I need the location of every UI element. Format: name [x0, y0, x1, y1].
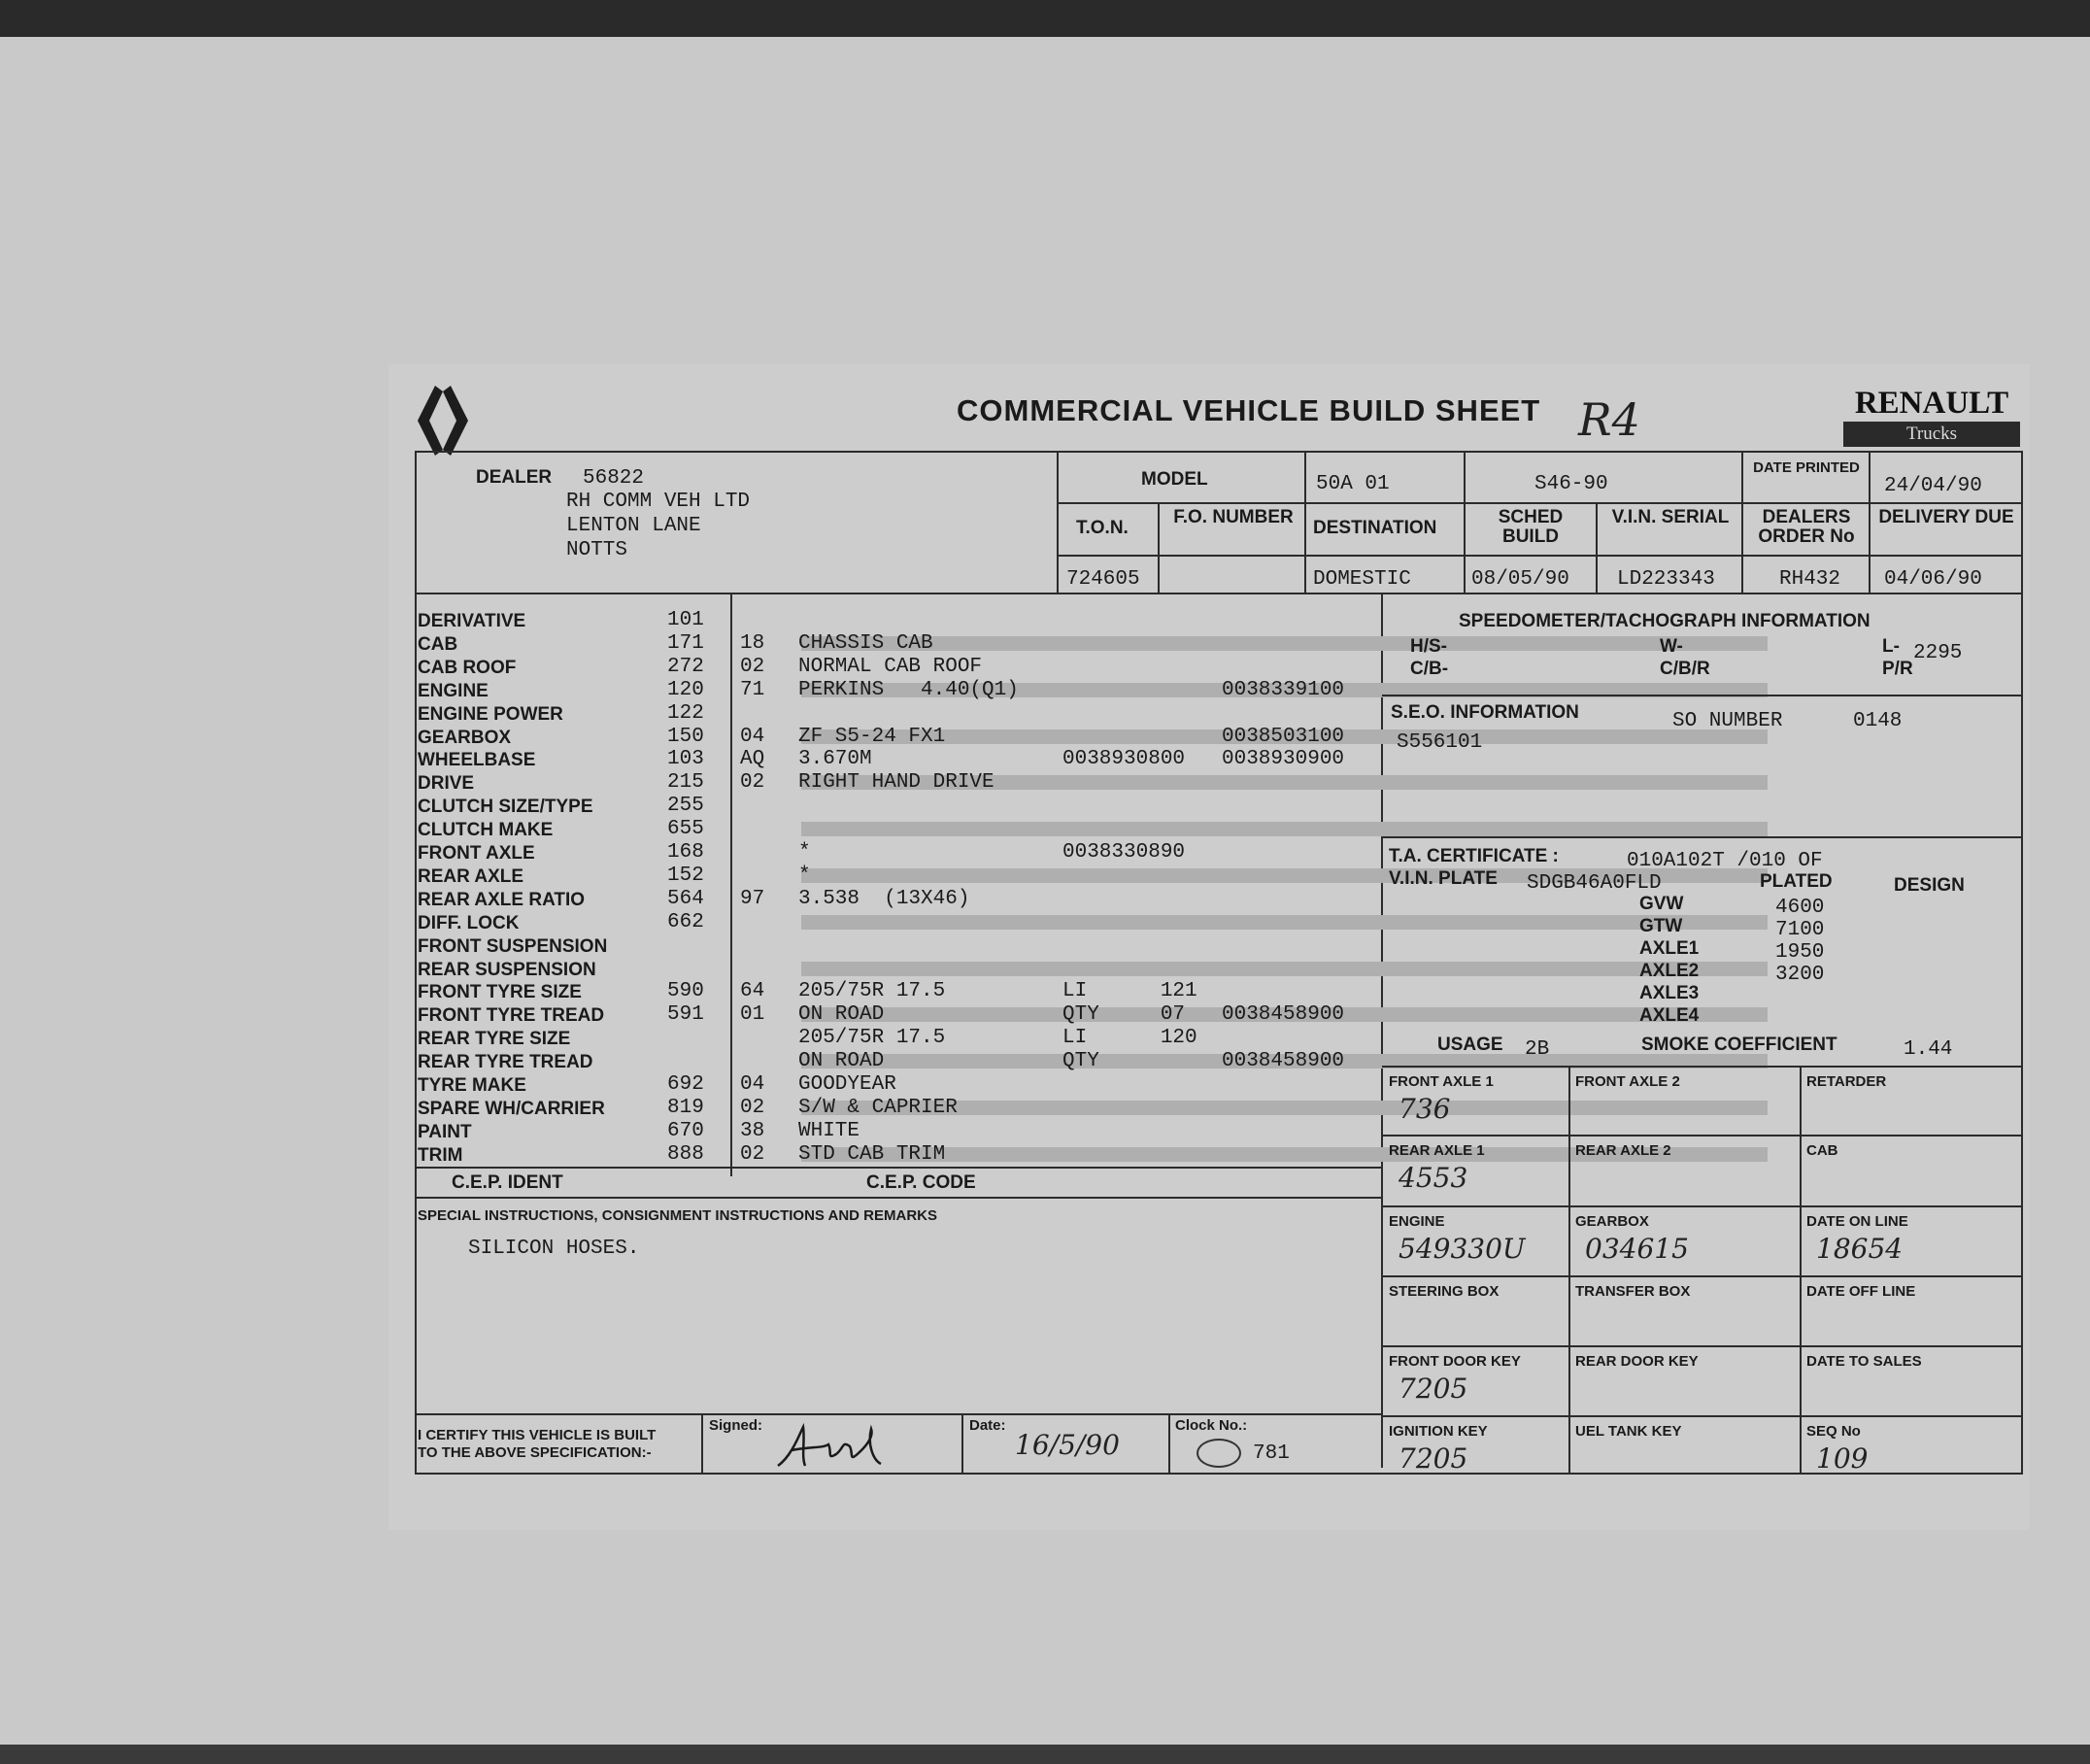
spec-description: STD CAB TRIM — [798, 1143, 946, 1166]
spec-code: 120 — [667, 679, 704, 701]
box-value: 4553 — [1399, 1162, 1468, 1194]
spec-code: 655 — [667, 818, 704, 840]
spec-description: 3.538 (13X46) — [798, 888, 970, 910]
spec-label: REAR TYRE SIZE — [418, 1029, 571, 1049]
box-label: REAR AXLE 2 — [1575, 1142, 1671, 1159]
spec-part-number: 0038458900 — [1222, 1050, 1345, 1072]
box-label: SEQ No — [1806, 1423, 1861, 1440]
seo-value: S556101 — [1397, 731, 1483, 754]
speedo-bottom-line — [1382, 695, 2023, 696]
top-table-divider — [1158, 502, 1160, 594]
weight-label: AXLE2 — [1639, 961, 1700, 981]
delivery-due-value: 04/06/90 — [1884, 568, 1982, 591]
spec-option: 18 — [740, 632, 765, 655]
spec-code: 255 — [667, 795, 704, 817]
dealers-order-value: RH432 — [1779, 568, 1841, 591]
date-signed-value: 16/5/90 — [1015, 1429, 1120, 1461]
top-table-row-line — [1057, 502, 2023, 504]
signed-label: Signed: — [709, 1417, 762, 1434]
sched-build-label: SCHED BUILD — [1498, 507, 1564, 547]
weight-value: 3200 — [1775, 964, 1825, 986]
model-label: MODEL — [1141, 469, 1208, 490]
box-grid-line — [1382, 1275, 2023, 1277]
spec-code: 272 — [667, 656, 704, 678]
remarks-label: SPECIAL INSTRUCTIONS, CONSIGNMENT INSTRUCTIONS AND REMARKS — [418, 1207, 938, 1224]
ton-label: T.O.N. — [1076, 518, 1129, 538]
spec-option: 02 — [740, 656, 765, 678]
cep-ident-label: C.E.P. IDENT — [452, 1172, 563, 1193]
weight-label: GVW — [1639, 894, 1684, 914]
certify-divider — [961, 1413, 963, 1474]
so-number-value: 0148 — [1853, 710, 1903, 732]
weight-value: 1950 — [1775, 941, 1825, 964]
signature-scribble — [772, 1421, 908, 1472]
top-table-divider — [1596, 502, 1598, 594]
trucks-banner: Trucks — [1843, 422, 2020, 447]
clock-no-label: Clock No.: — [1175, 1417, 1248, 1434]
spec-label: GEARBOX — [418, 728, 512, 748]
spec-code: 670 — [667, 1120, 704, 1142]
renault-diamond-logo — [414, 382, 472, 459]
spec-description: ON ROAD — [798, 1050, 885, 1072]
dealer-address-2: NOTTS — [566, 539, 628, 561]
spec-description: ZF S5-24 FX1 — [798, 726, 946, 748]
spec-option: 38 — [740, 1120, 765, 1142]
ton-value: 724605 — [1066, 568, 1140, 591]
spec-description: S/W & CAPRIER — [798, 1097, 958, 1119]
weight-label: AXLE1 — [1639, 938, 1700, 959]
ta-certificate-label: T.A. CERTIFICATE : — [1389, 846, 1559, 866]
box-value: 7205 — [1399, 1442, 1468, 1475]
box-label: DATE ON LINE — [1806, 1213, 1908, 1230]
spec-option: 02 — [740, 771, 765, 794]
box-label: DATE TO SALES — [1806, 1353, 1922, 1370]
spec-part-number: 0038930900 — [1222, 748, 1345, 770]
seo-bottom-line — [1382, 836, 2023, 838]
cep-bottom-line — [415, 1197, 1382, 1199]
spec-code: 171 — [667, 632, 704, 655]
spec-description: WHITE — [798, 1120, 860, 1142]
l-value: 2295 — [1913, 642, 1963, 664]
box-label: FRONT DOOR KEY — [1389, 1353, 1521, 1370]
spec-option: AQ — [740, 748, 765, 770]
box-grid-line — [1382, 1135, 2023, 1136]
spec-label: CAB — [418, 634, 458, 655]
vin-plate-label: V.I.N. PLATE — [1389, 868, 1498, 889]
spec-code: 692 — [667, 1073, 704, 1096]
spec-label: REAR SUSPENSION — [418, 960, 596, 980]
top-table-divider — [1464, 451, 1466, 594]
spec-label: FRONT TYRE SIZE — [418, 982, 582, 1002]
certify-divider — [1168, 1413, 1170, 1474]
box-grid-divider — [1568, 1066, 1570, 1474]
form-top-line — [415, 451, 2023, 453]
box-label: IGNITION KEY — [1389, 1423, 1488, 1440]
cb-label: C/B- — [1410, 659, 1449, 679]
spec-code: 101 — [667, 609, 704, 631]
spec-option: 02 — [740, 1143, 765, 1166]
spec-label: TYRE MAKE — [418, 1075, 526, 1096]
spec-description: CHASSIS CAB — [798, 632, 933, 655]
box-label: REAR AXLE 1 — [1389, 1142, 1485, 1159]
ta-certificate-value: 010A102T /010 OF — [1627, 850, 1823, 872]
box-label: RETARDER — [1806, 1073, 1887, 1090]
spec-code: 168 — [667, 841, 704, 864]
weight-value: 7100 — [1775, 919, 1825, 941]
spec-option: 01 — [740, 1003, 765, 1026]
weight-label: GTW — [1639, 916, 1683, 936]
row-shading — [801, 962, 1768, 976]
spec-description: PERKINS 4.40(Q1) — [798, 679, 1019, 701]
box-label: GEARBOX — [1575, 1213, 1649, 1230]
spec-label: CLUTCH MAKE — [418, 820, 554, 840]
top-table-divider — [1741, 451, 1743, 594]
row-shading — [801, 822, 1768, 836]
spec-label: ENGINE — [418, 681, 489, 701]
date-printed-label: DATE PRINTED — [1753, 459, 1860, 476]
spec-description: 3.670M — [798, 748, 872, 770]
spec-option: 04 — [740, 726, 765, 748]
box-label: FRONT AXLE 1 — [1389, 1073, 1494, 1090]
box-value: 549330U — [1399, 1233, 1526, 1265]
spec-description: NORMAL CAB ROOF — [798, 656, 983, 678]
sched-build-value: 08/05/90 — [1471, 568, 1569, 591]
handwritten-mark: R4 — [1578, 393, 1640, 446]
spec-description: * — [798, 841, 811, 864]
weight-value: 4600 — [1775, 897, 1825, 919]
spec-label: CAB ROOF — [418, 658, 517, 678]
spec-description: GOODYEAR — [798, 1073, 896, 1096]
vin-plate-value: SDGB46A0FLD — [1527, 872, 1662, 895]
spec-description: RIGHT HAND DRIVE — [798, 771, 994, 794]
spec-part-number: 0038458900 — [1222, 1003, 1345, 1026]
spec-extra: 0038330890 — [1062, 841, 1186, 864]
so-number-label: SO NUMBER — [1672, 710, 1783, 732]
box-label: UEL TANK KEY — [1575, 1423, 1682, 1440]
spec-label: WHEELBASE — [418, 750, 536, 770]
destination-label: DESTINATION — [1313, 518, 1437, 538]
spec-column-divider — [730, 594, 732, 1176]
certify-divider — [701, 1413, 703, 1474]
box-grid-line — [1382, 1205, 2023, 1207]
spec-option: 04 — [740, 1073, 765, 1096]
box-grid-line — [1382, 1415, 2023, 1417]
box-label: FRONT AXLE 2 — [1575, 1073, 1680, 1090]
box-value: 18654 — [1816, 1233, 1904, 1265]
speedo-title: SPEEDOMETER/TACHOGRAPH INFORMATION — [1459, 611, 1871, 631]
spec-label: SPARE WH/CARRIER — [418, 1099, 605, 1119]
spec-code: 662 — [667, 911, 704, 933]
box-value: 736 — [1399, 1093, 1451, 1125]
dealer-number: 56822 — [583, 467, 645, 490]
certify-label-line1: I CERTIFY THIS VEHICLE IS BUILT — [418, 1427, 657, 1443]
date-printed-value: 24/04/90 — [1884, 475, 1982, 497]
spec-label: CLUTCH SIZE/TYPE — [418, 797, 593, 817]
scan-bottom-edge — [0, 1745, 2090, 1764]
design-label: DESIGN — [1894, 875, 1965, 896]
spec-description: * — [798, 865, 811, 887]
spec-option: 71 — [740, 679, 765, 701]
spec-extra: QTY — [1062, 1050, 1099, 1072]
cep-top-line — [415, 1167, 1382, 1169]
weight-label: AXLE4 — [1639, 1005, 1700, 1026]
box-grid-line — [1382, 1345, 2023, 1347]
spec-label: REAR AXLE — [418, 866, 524, 887]
hs-label: H/S- — [1410, 636, 1447, 657]
renault-brand: RENAULT — [1854, 386, 2009, 421]
spec-label: FRONT SUSPENSION — [418, 936, 608, 957]
model-value-1: 50A 01 — [1316, 473, 1390, 495]
spec-code: 591 — [667, 1003, 704, 1026]
spec-extra: 0038930800 — [1062, 748, 1186, 770]
spec-label: TRIM — [418, 1145, 463, 1166]
spec-description: 205/75R 17.5 — [798, 1027, 946, 1049]
form-bottom-line — [415, 1473, 2023, 1475]
spec-part-number: 0038503100 — [1222, 726, 1345, 748]
spec-code: 152 — [667, 865, 704, 887]
model-value-2: S46-90 — [1534, 473, 1608, 495]
box-label: REAR DOOR KEY — [1575, 1353, 1699, 1370]
box-label: DATE OFF LINE — [1806, 1283, 1916, 1300]
top-table-divider — [1869, 451, 1871, 594]
spec-label: PAINT — [418, 1122, 472, 1142]
box-label: TRANSFER BOX — [1575, 1283, 1691, 1300]
smoke-coefficient-value: 1.44 — [1904, 1038, 1953, 1061]
spec-option: 02 — [740, 1097, 765, 1119]
usage-label: USAGE — [1437, 1035, 1503, 1055]
spec-extra: LI 121 — [1062, 980, 1197, 1002]
l-label: L- — [1882, 636, 1900, 657]
box-grid-line — [1382, 1066, 2023, 1068]
spec-label: REAR TYRE TREAD — [418, 1052, 593, 1072]
plated-label: PLATED — [1760, 871, 1833, 892]
spec-code: 888 — [667, 1143, 704, 1166]
spec-label: ENGINE POWER — [418, 704, 563, 725]
spec-code: 150 — [667, 726, 704, 748]
top-table-divider — [1057, 451, 1059, 594]
spec-description: 205/75R 17.5 — [798, 980, 946, 1002]
seo-label: S.E.O. INFORMATION — [1391, 702, 1579, 723]
spec-label: FRONT AXLE — [418, 843, 535, 864]
remarks-text: SILICON HOSES. — [468, 1238, 640, 1260]
spec-code: 122 — [667, 702, 704, 725]
spec-extra: QTY 07 — [1062, 1003, 1186, 1026]
dealer-label: DEALER — [476, 467, 553, 488]
vin-serial-label: V.I.N. SERIAL — [1611, 507, 1730, 527]
form-right-line — [2021, 451, 2023, 1474]
delivery-due-label: DELIVERY DUE — [1878, 507, 2014, 527]
spec-label: FRONT TYRE TREAD — [418, 1005, 605, 1026]
spec-description: ON ROAD — [798, 1003, 885, 1026]
row-shading — [801, 915, 1768, 930]
clock-stamp — [1197, 1439, 1241, 1468]
row-shading — [801, 636, 1768, 651]
dealer-name: RH COMM VEH LTD — [566, 491, 751, 513]
box-value: 7205 — [1399, 1373, 1468, 1405]
box-label: ENGINE — [1389, 1213, 1445, 1230]
top-table-divider — [1304, 451, 1306, 594]
spec-option: 97 — [740, 888, 765, 910]
vin-serial-value: LD223343 — [1617, 568, 1715, 591]
scan-top-edge — [0, 0, 2090, 37]
destination-value: DOMESTIC — [1313, 568, 1411, 591]
box-grid-divider — [1800, 1066, 1802, 1474]
box-label: STEERING BOX — [1389, 1283, 1500, 1300]
spec-label: DIFF. LOCK — [418, 913, 520, 933]
spec-label: DERIVATIVE — [418, 611, 526, 631]
sheet-title: COMMERCIAL VEHICLE BUILD SHEET — [957, 393, 1541, 427]
spec-option: 64 — [740, 980, 765, 1002]
right-panel-divider — [1381, 594, 1383, 1468]
usage-value: 2B — [1525, 1038, 1550, 1061]
clock-no-value: 781 — [1253, 1442, 1290, 1465]
certify-label-line2: TO THE ABOVE SPECIFICATION:- — [418, 1444, 652, 1461]
box-label: CAB — [1806, 1142, 1838, 1159]
smoke-coefficient-label: SMOKE COEFFICIENT — [1641, 1035, 1837, 1055]
spec-code: 564 — [667, 888, 704, 910]
spec-label: REAR AXLE RATIO — [418, 890, 586, 910]
spec-code: 215 — [667, 771, 704, 794]
cbr-label: C/B/R — [1660, 659, 1710, 679]
box-value: 109 — [1816, 1442, 1869, 1475]
pr-label: P/R — [1882, 659, 1913, 679]
spec-part-number: 0038339100 — [1222, 679, 1345, 701]
top-table-row-line — [1057, 555, 2023, 557]
spec-label: DRIVE — [418, 773, 475, 794]
dealers-order-label: DEALERS ORDER No — [1758, 507, 1855, 547]
box-value: 034615 — [1585, 1233, 1689, 1265]
spec-extra: LI 120 — [1062, 1027, 1197, 1049]
header-bottom-line — [415, 593, 2023, 594]
fo-number-label: F.O. NUMBER — [1173, 507, 1294, 527]
dealer-address-1: LENTON LANE — [566, 515, 701, 537]
date-label: Date: — [969, 1417, 1006, 1434]
w-label: W- — [1660, 636, 1683, 657]
spec-code: 590 — [667, 980, 704, 1002]
form-left-line — [415, 451, 417, 1474]
weight-label: AXLE3 — [1639, 983, 1700, 1003]
certify-top-line — [415, 1413, 1382, 1415]
cep-code-label: C.E.P. CODE — [866, 1172, 976, 1193]
spec-code: 103 — [667, 748, 704, 770]
build-sheet — [388, 364, 2030, 1530]
spec-code: 819 — [667, 1097, 704, 1119]
